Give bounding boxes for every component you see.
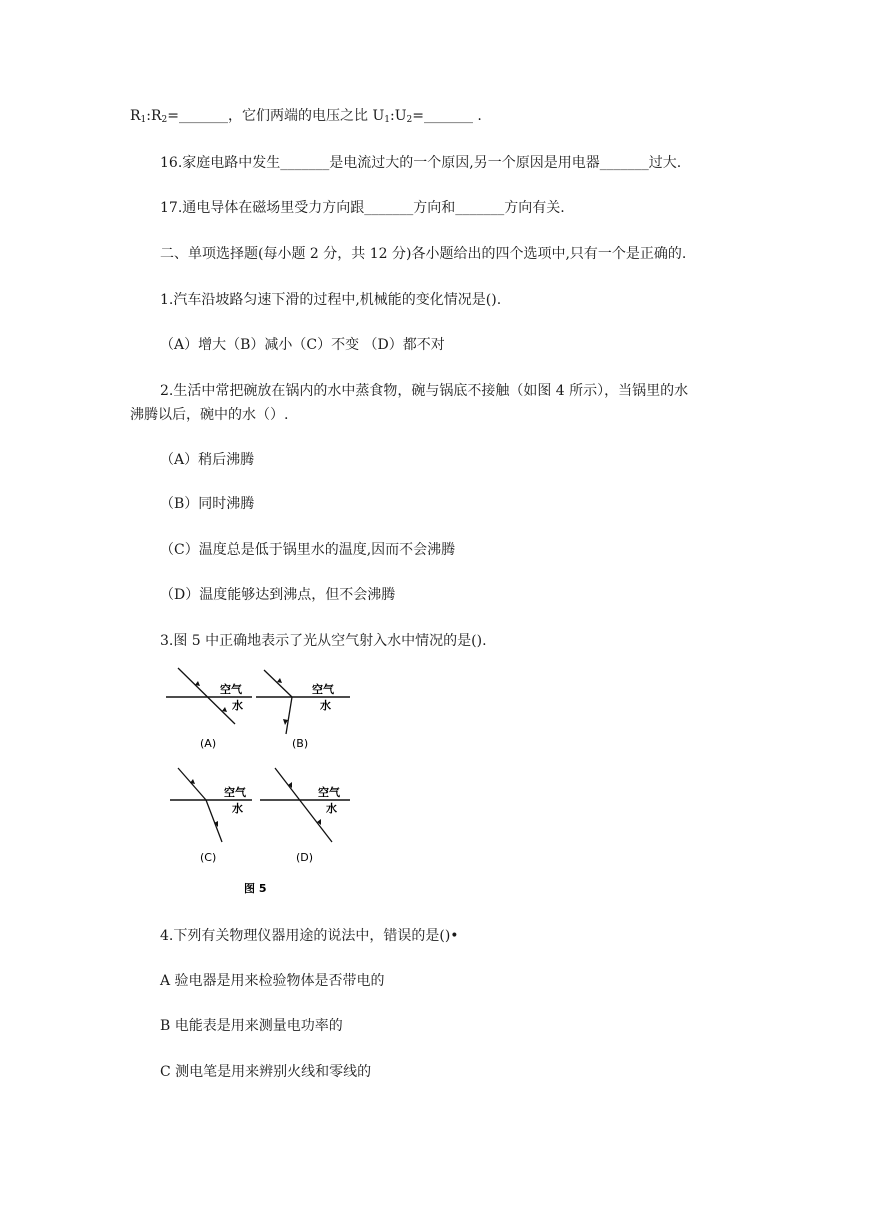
choice-question-2-option-d: （D）温度能够达到沸点，但不会沸腾	[160, 587, 396, 603]
choice-question-2: 2.生活中常把碗放在锅内的水中蒸食物，碗与锅底不接触（如图 4 所示），当锅里的水	[160, 383, 689, 399]
ratio-text: R	[130, 108, 141, 124]
subscript: 2	[161, 115, 168, 125]
choice-question-2-cont: 沸腾以后，碗中的水（）.	[130, 407, 289, 423]
choice-question-4: 4.下列有关物理仪器用途的说法中，错误的是()•	[160, 928, 459, 944]
ratio-text: =_______，它们两端的电压之比 U	[167, 108, 385, 124]
label-a: (A)	[200, 737, 217, 750]
choice-question-1: 1.汽车沿坡路匀速下滑的过程中,机械能的变化情况是().	[160, 292, 502, 308]
label-d: (D)	[296, 851, 314, 864]
diagram-b	[256, 670, 350, 750]
choice-question-4-option-c: C 测电笔是用来辨别火线和零线的	[160, 1064, 372, 1080]
ratio-text: :U	[390, 108, 407, 124]
figure-5-refraction	[160, 662, 360, 902]
diagram-c	[170, 768, 252, 864]
question-17: 17.通电导体在磁场里受力方向跟_______方向和_______方向有关.	[160, 200, 565, 216]
diagram-d	[260, 768, 350, 864]
water-label: 水	[232, 802, 243, 815]
choice-question-4-option-a: A 验电器是用来检验物体是否带电的	[160, 973, 385, 989]
section-heading: 二、单项选择题(每小题 2 分，共 12 分)各小题给出的四个选项中,只有一个是正确的.	[160, 246, 687, 262]
subscript: 2	[406, 115, 413, 125]
ratio-text: :R	[146, 108, 162, 124]
label-b: (B)	[292, 737, 309, 750]
figure-caption: 图 5	[244, 882, 267, 895]
air-label: 空气	[312, 683, 334, 696]
choice-question-1-options: （A）增大（B）减小（C）不变 （D）都不对	[160, 337, 445, 353]
diagram-a	[166, 668, 252, 750]
water-label: 水	[326, 802, 337, 815]
subscript: 1	[384, 115, 390, 125]
choice-question-4-option-b: B 电能表是用来测量电功率的	[160, 1018, 343, 1034]
choice-question-2-option-c: （C）温度总是低于锅里水的温度,因而不会沸腾	[160, 542, 456, 558]
text-line-ratio	[130, 106, 482, 130]
air-label: 空气	[220, 683, 242, 696]
ratio-text: =_______ .	[412, 108, 482, 124]
choice-question-2-option-b: （B）同时沸腾	[160, 496, 255, 512]
air-label: 空气	[318, 786, 340, 799]
refraction-diagrams	[160, 662, 360, 902]
choice-question-3: 3.图 5 中正确地表示了光从空气射入水中情况的是().	[160, 633, 487, 649]
air-label: 空气	[224, 786, 246, 799]
subscript: 1	[140, 115, 147, 125]
water-label: 水	[232, 699, 243, 712]
choice-question-2-option-a: （A）稍后沸腾	[160, 452, 255, 468]
question-16: 16.家庭电路中发生_______是电流过大的一个原因,另一个原因是用电器_______过大.	[160, 155, 682, 171]
water-label: 水	[320, 699, 331, 712]
label-c: (C)	[200, 851, 217, 864]
